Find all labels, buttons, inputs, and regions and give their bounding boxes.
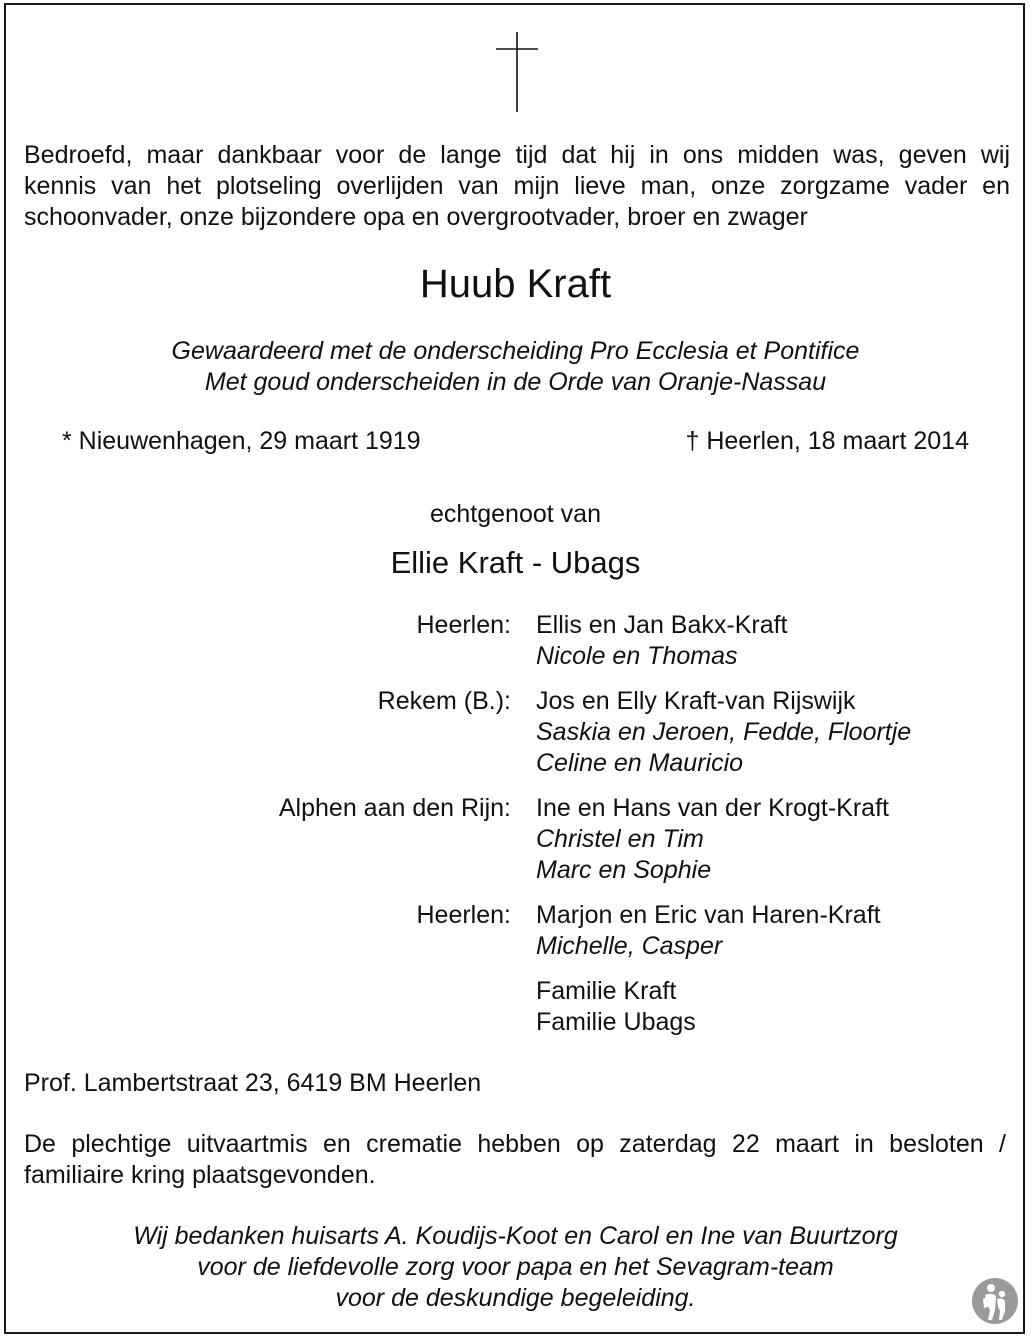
ceremony-line: De plechtige uitvaartmis en crematie hebben op zaterdag 22 maart in besloten / [24, 1130, 1006, 1158]
ceremony-paragraph [24, 1129, 1006, 1191]
intro-line: kennis van het plotseling overlijden van mijn lieve man, onze zorgzame vader en [24, 172, 1010, 200]
latin-cross-icon [496, 32, 538, 112]
family-sub: Marc en Sophie [536, 856, 712, 884]
family-group [0, 976, 1031, 1038]
honor-line: Gewaardeerd met de onderscheiding Pro Ecclesia et Pontifice [171, 337, 860, 365]
thanks-paragraph [0, 1221, 1031, 1314]
family-names [536, 900, 1031, 962]
family-place: Alphen aan den Rijn: [278, 794, 511, 822]
family-names [536, 976, 1031, 1038]
intro-line: Bedroefd, maar dankbaar voor de lange tijd dat hij in ons midden was, geven wij [24, 141, 1010, 169]
family-group [0, 686, 1031, 779]
ceremony-line: familiaire kring plaatsgevonden. [24, 1161, 376, 1189]
family-group [0, 610, 1031, 672]
spouse-intro: echtgenoot van [430, 500, 601, 528]
address: Prof. Lambertstraat 23, 6419 BM Heerlen [24, 1069, 482, 1097]
thanks-line: voor de deskundige begeleiding. [335, 1284, 696, 1312]
family-place: Rekem (B.): [377, 687, 511, 715]
family-sub: Michelle, Casper [536, 932, 723, 960]
deceased-name: Huub Kraft [419, 262, 612, 306]
family-place: Heerlen: [416, 901, 511, 929]
intro-line: schoonvader, onze bijzondere opa en overgrootvader, broer en zwager [24, 203, 808, 231]
family-group [0, 900, 1031, 962]
family-place: Heerlen: [416, 611, 511, 639]
family-group [0, 793, 1031, 886]
intro-paragraph [24, 140, 1010, 233]
family-sub: Nicole en Thomas [536, 642, 738, 670]
family-main: Marjon en Eric van Haren-Kraft [536, 901, 881, 929]
birth-date: * Nieuwenhagen, 29 maart 1919 [62, 427, 421, 455]
family-main: Ellis en Jan Bakx-Kraft [536, 611, 788, 639]
family-sub: Christel en Tim [536, 825, 704, 853]
honor-line: Met goud onderscheiden in de Orde van Oranje-Nassau [204, 368, 827, 396]
spouse-name: Ellie Kraft - Ubags [390, 545, 641, 580]
family-names [536, 610, 1031, 672]
family-main: Ine en Hans van der Krogt-Kraft [536, 794, 889, 822]
family-sub: Celine en Mauricio [536, 749, 744, 777]
family-sub: Saskia en Jeroen, Fedde, Floortje [536, 718, 912, 746]
caregiver-logo-icon [971, 1277, 1019, 1325]
family-main: Familie Kraft [536, 977, 677, 1005]
family-list [0, 610, 1031, 1038]
thanks-line: voor de liefdevolle zorg voor papa en het Sevagram-team [197, 1253, 834, 1281]
honors [0, 336, 1031, 398]
family-names [536, 793, 1031, 886]
family-main: Familie Ubags [536, 1008, 696, 1036]
death-date: † Heerlen, 18 maart 2014 [685, 427, 969, 455]
family-main: Jos en Elly Kraft-van Rijswijk [536, 687, 856, 715]
family-names [536, 686, 1031, 779]
thanks-line: Wij bedanken huisarts A. Koudijs-Koot en Carol en Ine van Buurtzorg [133, 1222, 898, 1250]
